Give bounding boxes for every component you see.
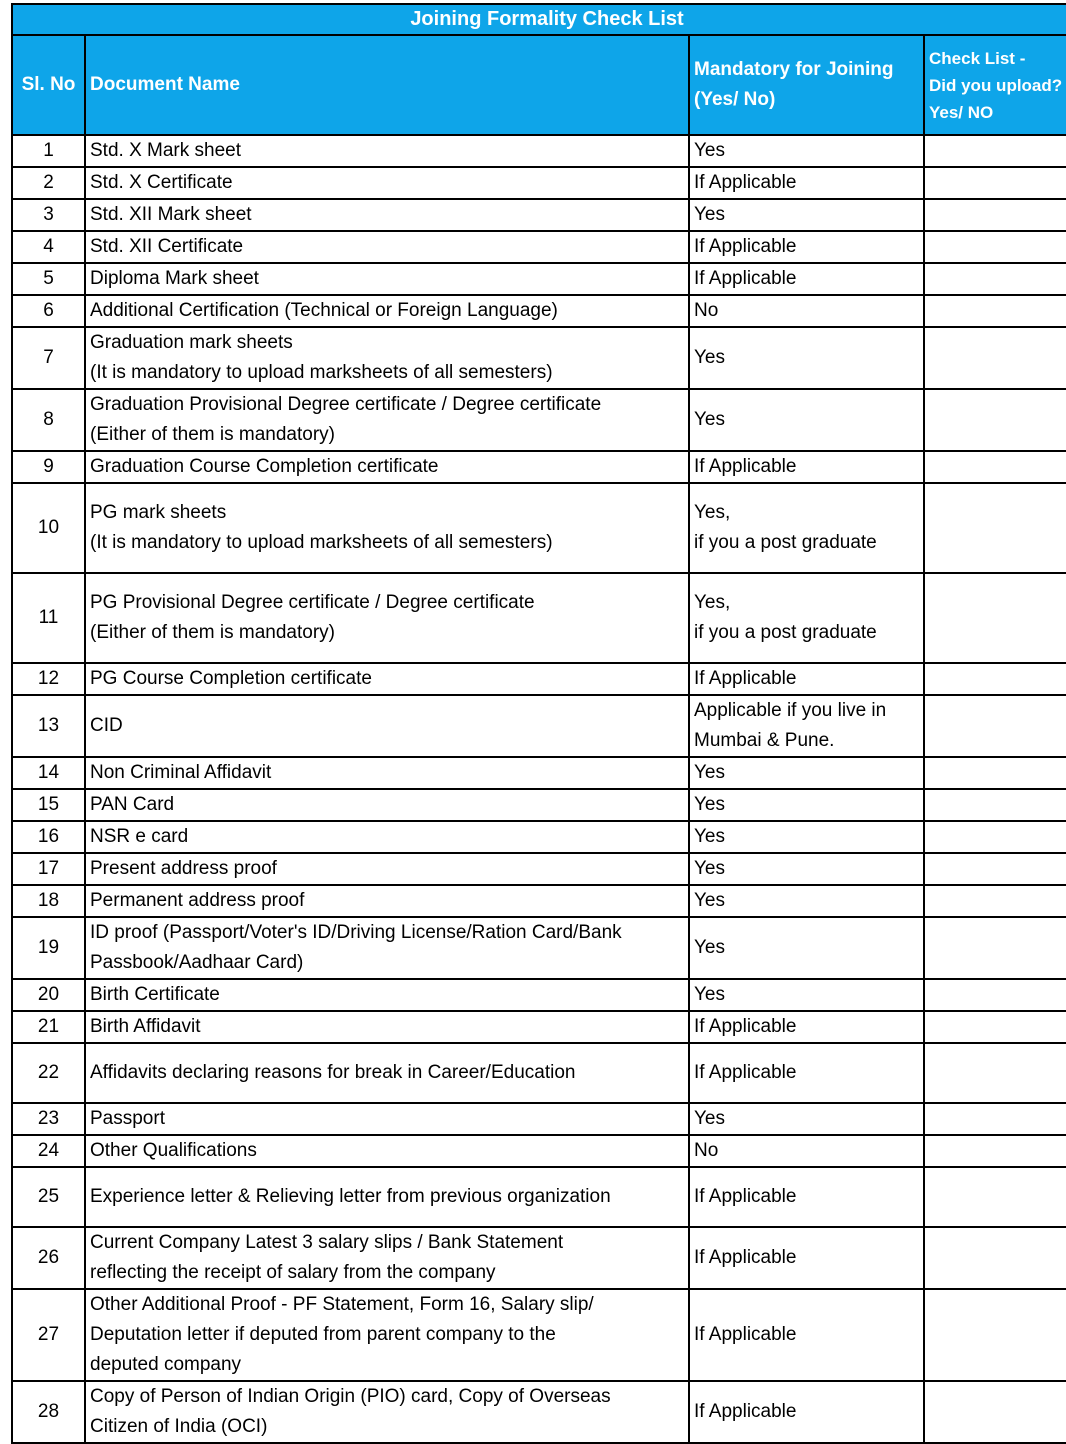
row-document-name: CID (85, 695, 689, 757)
row-document-name: Std. X Certificate (85, 167, 689, 199)
table-row (12, 451, 1066, 483)
table-row (12, 1011, 1066, 1043)
header-check-line3: Yes/ NO (929, 102, 994, 122)
row-sl-no: 6 (12, 295, 85, 327)
table-row (12, 389, 1066, 451)
header-check-list (924, 35, 1066, 135)
row-check-cell[interactable] (924, 573, 1066, 663)
row-check-cell[interactable] (924, 295, 1066, 327)
table-row (12, 917, 1066, 979)
row-mandatory: If Applicable (689, 1289, 924, 1381)
row-sl-no: 24 (12, 1135, 85, 1167)
header-check-line2: Did you upload? (929, 75, 1063, 95)
row-check-cell[interactable] (924, 389, 1066, 451)
row-mandatory: Yes (689, 327, 924, 389)
row-document-name: PG Course Completion certificate (85, 663, 689, 695)
checklist-sheet (11, 3, 1066, 1444)
row-check-cell[interactable] (924, 789, 1066, 821)
checklist-table (11, 3, 1066, 1444)
table-row (12, 663, 1066, 695)
row-document-name: Other Additional Proof - PF Statement, Form 16, Salary slip/ Deputation letter if deputed from parent company to the deputed company (85, 1289, 689, 1381)
row-document-name: Std. XII Certificate (85, 231, 689, 263)
row-document-name: NSR e card (85, 821, 689, 853)
row-check-cell[interactable] (924, 1381, 1066, 1443)
table-row (12, 885, 1066, 917)
table-row (12, 1167, 1066, 1227)
row-mandatory: No (689, 1135, 924, 1167)
table-row (12, 263, 1066, 295)
row-sl-no: 28 (12, 1381, 85, 1443)
row-document-name: Present address proof (85, 853, 689, 885)
row-mandatory: If Applicable (689, 1043, 924, 1103)
table-row (12, 231, 1066, 263)
row-mandatory: Yes, if you a post graduate (689, 483, 924, 573)
row-check-cell[interactable] (924, 885, 1066, 917)
row-mandatory: Yes (689, 979, 924, 1011)
row-mandatory: If Applicable (689, 451, 924, 483)
row-document-name: Experience letter & Relieving letter from previous organization (85, 1167, 689, 1227)
row-document-name: Std. XII Mark sheet (85, 199, 689, 231)
table-row (12, 757, 1066, 789)
table-row (12, 295, 1066, 327)
row-check-cell[interactable] (924, 231, 1066, 263)
table-row (12, 1227, 1066, 1289)
table-row (12, 573, 1066, 663)
row-mandatory: Yes (689, 885, 924, 917)
row-check-cell[interactable] (924, 1135, 1066, 1167)
header-mandatory-line1: Mandatory for Joining (694, 59, 894, 80)
table-row (12, 979, 1066, 1011)
row-check-cell[interactable] (924, 135, 1066, 167)
row-sl-no: 25 (12, 1167, 85, 1227)
table-row (12, 135, 1066, 167)
row-check-cell[interactable] (924, 199, 1066, 231)
row-mandatory: Yes (689, 135, 924, 167)
row-document-name: Other Qualifications (85, 1135, 689, 1167)
table-row (12, 1135, 1066, 1167)
row-sl-no: 27 (12, 1289, 85, 1381)
row-sl-no: 2 (12, 167, 85, 199)
row-sl-no: 22 (12, 1043, 85, 1103)
table-row (12, 1381, 1066, 1443)
row-check-cell[interactable] (924, 167, 1066, 199)
row-document-name: Additional Certification (Technical or Foreign Language) (85, 295, 689, 327)
row-mandatory: If Applicable (689, 1167, 924, 1227)
row-document-name: Passport (85, 1103, 689, 1135)
row-sl-no: 23 (12, 1103, 85, 1135)
row-mandatory: If Applicable (689, 1011, 924, 1043)
row-sl-no: 11 (12, 573, 85, 663)
row-mandatory: If Applicable (689, 167, 924, 199)
table-row (12, 695, 1066, 757)
row-document-name: Non Criminal Affidavit (85, 757, 689, 789)
row-sl-no: 21 (12, 1011, 85, 1043)
row-check-cell[interactable] (924, 327, 1066, 389)
row-mandatory: No (689, 295, 924, 327)
row-check-cell[interactable] (924, 663, 1066, 695)
row-sl-no: 26 (12, 1227, 85, 1289)
row-check-cell[interactable] (924, 1043, 1066, 1103)
row-document-name: Birth Affidavit (85, 1011, 689, 1043)
checklist-rows (12, 135, 1066, 1443)
row-document-name: PG Provisional Degree certificate / Degree certificate (Either of them is mandatory) (85, 573, 689, 663)
row-sl-no: 7 (12, 327, 85, 389)
row-sl-no: 5 (12, 263, 85, 295)
row-mandatory: If Applicable (689, 231, 924, 263)
row-mandatory: Applicable if you live in Mumbai & Pune. (689, 695, 924, 757)
row-check-cell[interactable] (924, 1289, 1066, 1381)
row-sl-no: 8 (12, 389, 85, 451)
row-mandatory: Yes (689, 853, 924, 885)
row-check-cell[interactable] (924, 821, 1066, 853)
row-check-cell[interactable] (924, 1167, 1066, 1227)
row-mandatory: If Applicable (689, 263, 924, 295)
header-mandatory-line2: (Yes/ No) (694, 89, 776, 110)
row-sl-no: 12 (12, 663, 85, 695)
row-sl-no: 18 (12, 885, 85, 917)
table-row (12, 1289, 1066, 1381)
row-check-cell[interactable] (924, 757, 1066, 789)
table-row (12, 853, 1066, 885)
row-check-cell[interactable] (924, 451, 1066, 483)
row-document-name: Std. X Mark sheet (85, 135, 689, 167)
row-mandatory: Yes (689, 789, 924, 821)
row-sl-no: 20 (12, 979, 85, 1011)
table-row (12, 199, 1066, 231)
row-sl-no: 1 (12, 135, 85, 167)
row-document-name: ID proof (Passport/Voter's ID/Driving License/Ration Card/Bank Passbook/Aadhaar Card) (85, 917, 689, 979)
row-sl-no: 10 (12, 483, 85, 573)
title-row (12, 4, 1066, 35)
row-sl-no: 13 (12, 695, 85, 757)
header-document-name: Document Name (85, 35, 689, 135)
header-sl-no: Sl. No (12, 35, 85, 135)
header-mandatory (689, 35, 924, 135)
row-mandatory: If Applicable (689, 663, 924, 695)
table-row (12, 1103, 1066, 1135)
row-document-name: Current Company Latest 3 salary slips / Bank Statement reflecting the receipt of salary from the company (85, 1227, 689, 1289)
row-check-cell[interactable] (924, 1011, 1066, 1043)
row-sl-no: 3 (12, 199, 85, 231)
row-document-name: Copy of Person of Indian Origin (PIO) card, Copy of Overseas Citizen of India (OCI) (85, 1381, 689, 1443)
row-sl-no: 17 (12, 853, 85, 885)
row-check-cell[interactable] (924, 695, 1066, 757)
row-sl-no: 19 (12, 917, 85, 979)
table-title: Joining Formality Check List (12, 4, 1066, 35)
row-document-name: Permanent address proof (85, 885, 689, 917)
row-document-name: Graduation Course Completion certificate (85, 451, 689, 483)
row-document-name: Graduation mark sheets (It is mandatory to upload marksheets of all semesters) (85, 327, 689, 389)
row-check-cell[interactable] (924, 1227, 1066, 1289)
table-row (12, 483, 1066, 573)
table-row (12, 327, 1066, 389)
row-mandatory: Yes (689, 821, 924, 853)
row-check-cell[interactable] (924, 263, 1066, 295)
row-sl-no: 4 (12, 231, 85, 263)
row-sl-no: 15 (12, 789, 85, 821)
row-mandatory: Yes (689, 389, 924, 451)
header-row (12, 35, 1066, 135)
row-mandatory: Yes (689, 917, 924, 979)
table-row (12, 167, 1066, 199)
row-mandatory: Yes, if you a post graduate (689, 573, 924, 663)
row-check-cell[interactable] (924, 853, 1066, 885)
row-sl-no: 14 (12, 757, 85, 789)
row-document-name: PAN Card (85, 789, 689, 821)
row-document-name: Birth Certificate (85, 979, 689, 1011)
row-mandatory: If Applicable (689, 1227, 924, 1289)
row-check-cell[interactable] (924, 1103, 1066, 1135)
row-check-cell[interactable] (924, 979, 1066, 1011)
row-mandatory: If Applicable (689, 1381, 924, 1443)
row-mandatory: Yes (689, 199, 924, 231)
header-check-line1: Check List - (929, 48, 1026, 68)
row-document-name: PG mark sheets (It is mandatory to upload marksheets of all semesters) (85, 483, 689, 573)
row-sl-no: 9 (12, 451, 85, 483)
row-mandatory: Yes (689, 1103, 924, 1135)
row-sl-no: 16 (12, 821, 85, 853)
row-document-name: Affidavits declaring reasons for break in Career/Education (85, 1043, 689, 1103)
table-row (12, 1043, 1066, 1103)
row-document-name: Graduation Provisional Degree certificate / Degree certificate (Either of them is mandatory) (85, 389, 689, 451)
row-mandatory: Yes (689, 757, 924, 789)
row-document-name: Diploma Mark sheet (85, 263, 689, 295)
row-check-cell[interactable] (924, 917, 1066, 979)
table-row (12, 821, 1066, 853)
table-row (12, 789, 1066, 821)
row-check-cell[interactable] (924, 483, 1066, 573)
